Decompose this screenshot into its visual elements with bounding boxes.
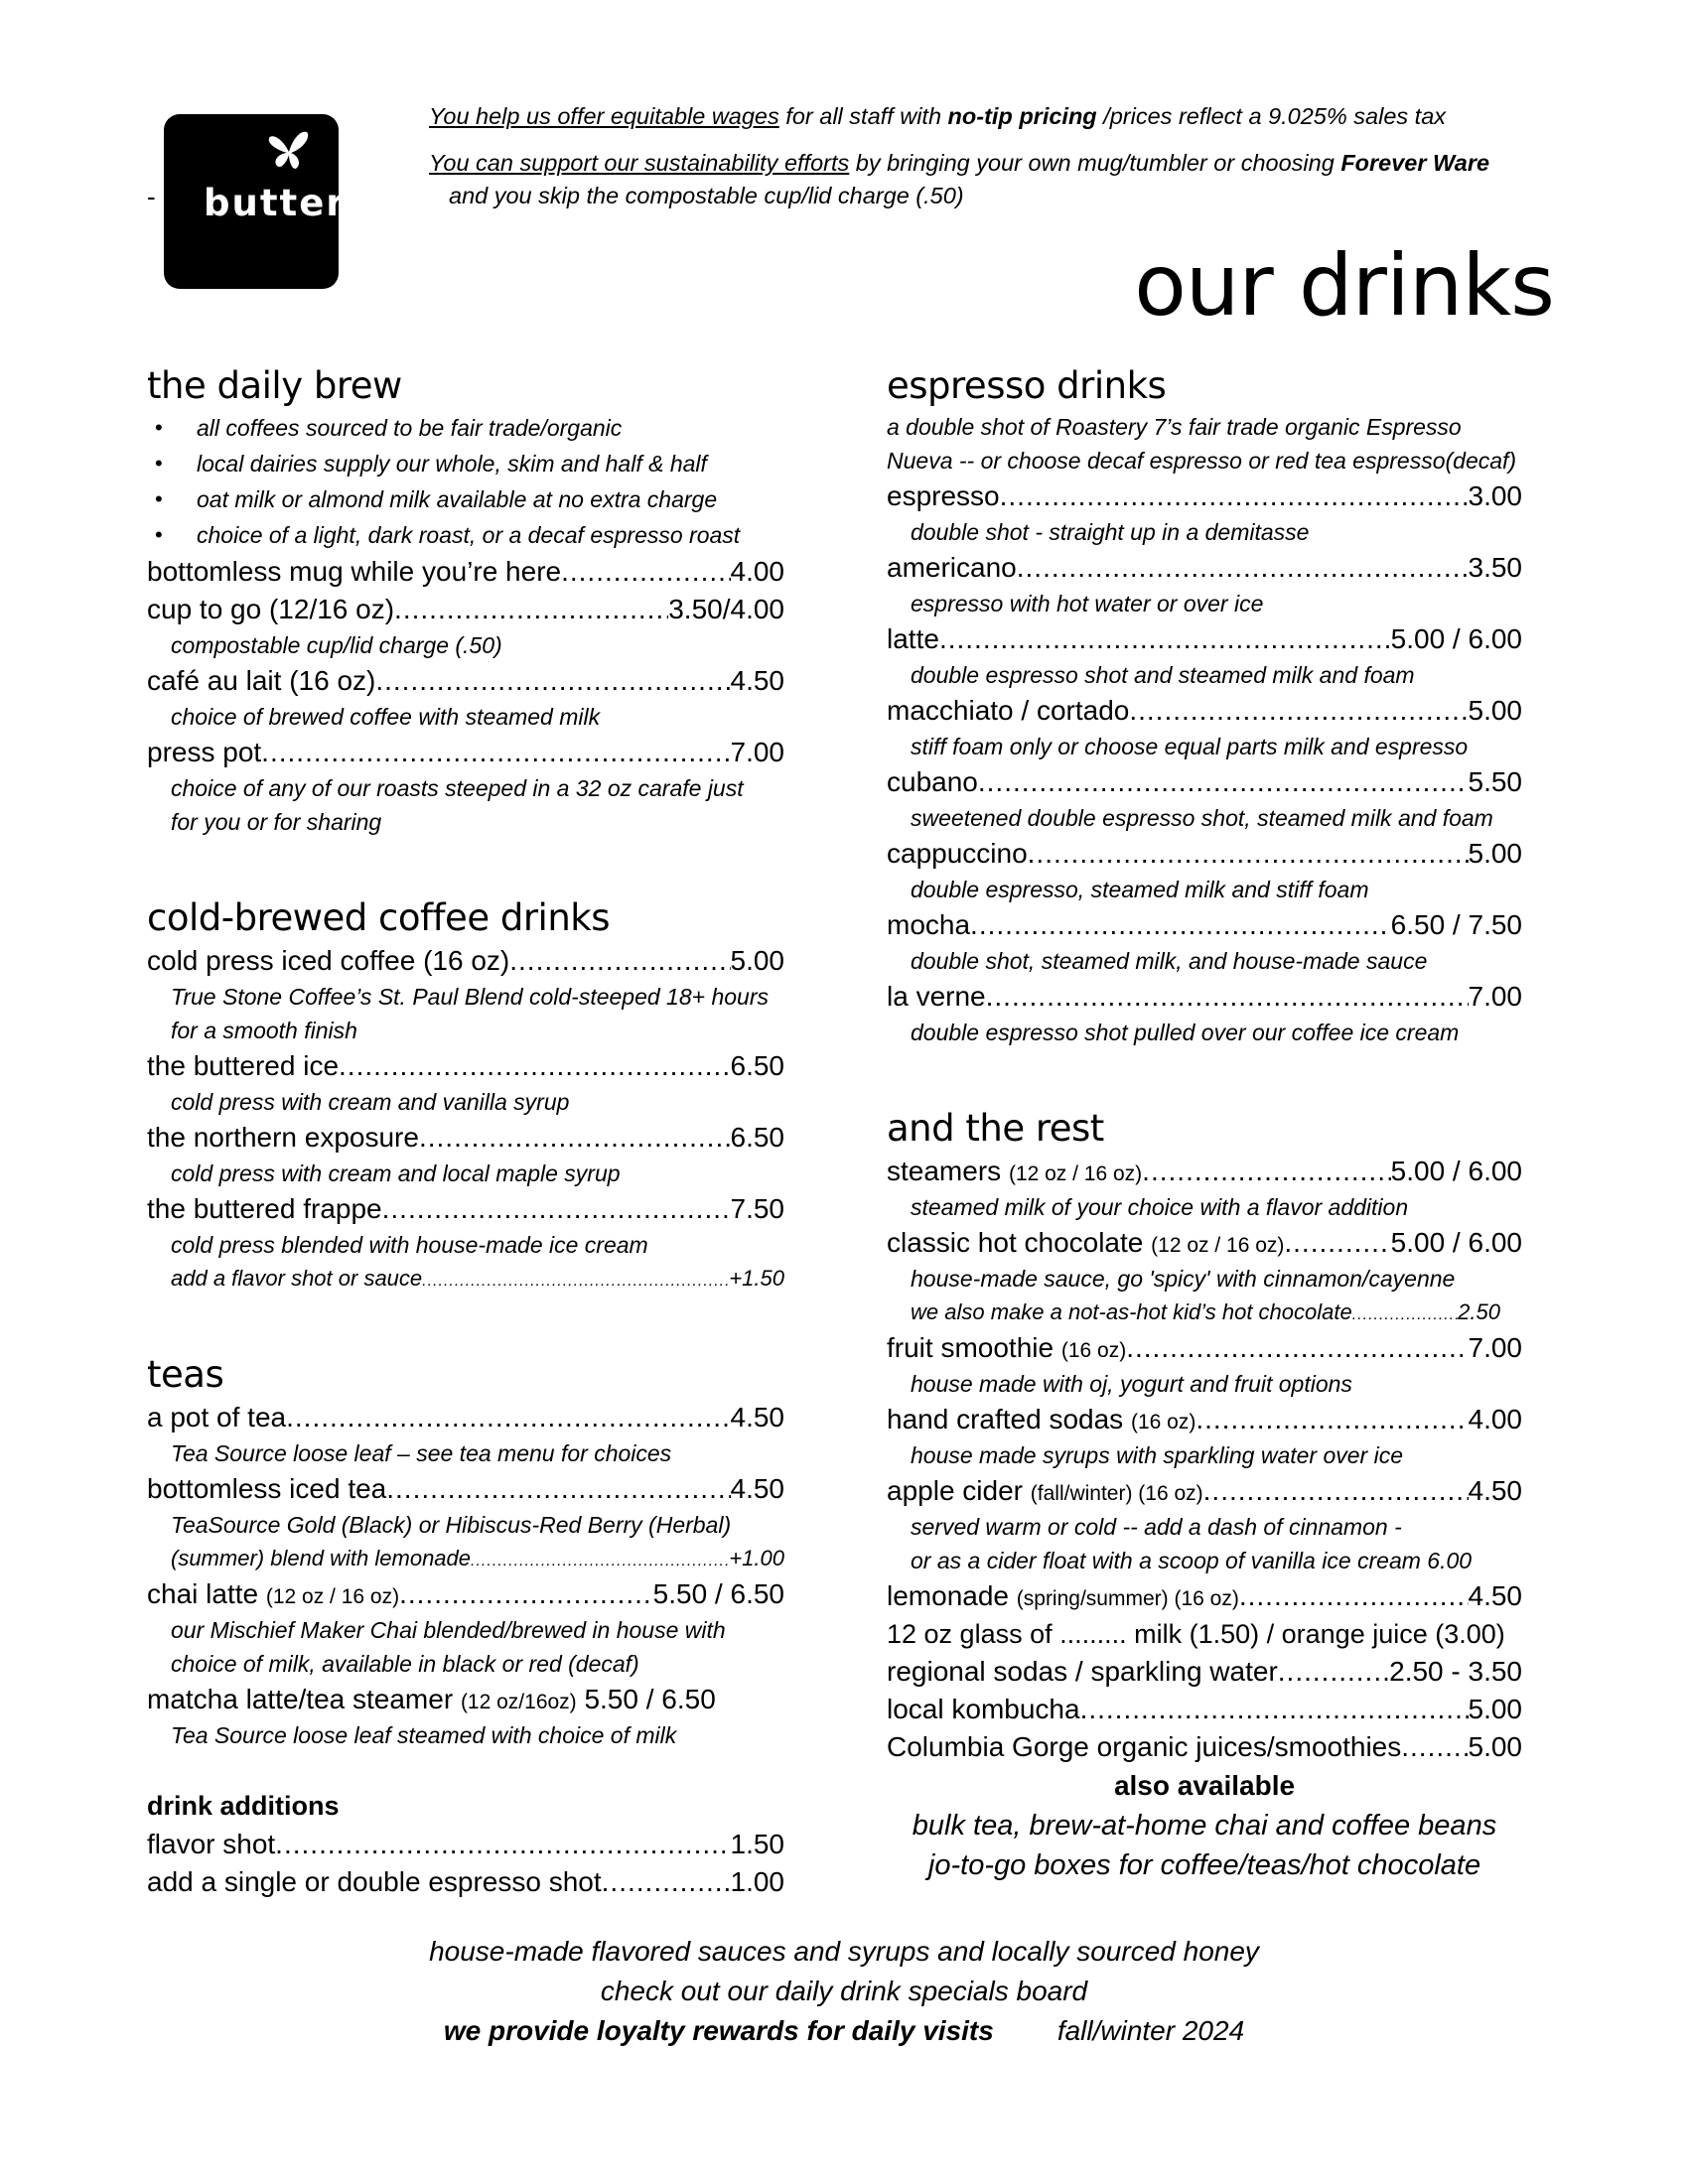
menu-item-kombucha bbox=[887, 1691, 1522, 1728]
item-description: for you or for sharing bbox=[171, 809, 382, 835]
item-name: a pot of tea bbox=[147, 1402, 287, 1433]
item-name-text: apple cider bbox=[887, 1475, 1031, 1506]
item-name: café au lait (16 oz) bbox=[147, 665, 376, 696]
item-name: the northern exposure bbox=[147, 1122, 419, 1153]
espresso-title: espresso drinks bbox=[887, 364, 1167, 407]
logo-dash: - bbox=[147, 182, 156, 211]
item-description: house-made sauce, go 'spicy' with cinnamon/cayenne bbox=[911, 1266, 1456, 1292]
menu-item-press-pot bbox=[147, 734, 784, 771]
item-size: (16 oz) bbox=[1130, 1411, 1196, 1433]
flavor-addon bbox=[147, 1262, 784, 1296]
leader-dots bbox=[422, 1265, 729, 1298]
menu-item-mocha bbox=[887, 906, 1522, 944]
also-available-line: bulk tea, brew-at-home chai and coffee beans bbox=[912, 1810, 1497, 1842]
menu-item-americano bbox=[887, 549, 1522, 587]
no-tip-pricing: no-tip pricing bbox=[947, 103, 1097, 129]
item-name: cappuccino bbox=[887, 838, 1028, 869]
footer-loyalty bbox=[0, 2015, 1688, 2047]
item-price: 4.00 bbox=[1468, 1404, 1522, 1434]
item-price: 3.50/4.00 bbox=[668, 594, 784, 624]
daily-brew-bullet: • local dairies supply our whole, skim and half & half bbox=[147, 446, 784, 481]
item-name bbox=[887, 1401, 1196, 1441]
item-name-text: hand crafted sodas bbox=[887, 1404, 1131, 1434]
leader-dots bbox=[471, 1545, 729, 1578]
addon-price: +1.50 bbox=[729, 1266, 784, 1291]
item-price: 4.50 bbox=[730, 665, 784, 696]
leader-dots bbox=[986, 978, 1469, 1016]
sales-tax-note: /prices reflect a 9.025% sales tax bbox=[1096, 103, 1447, 129]
addon-price: 2.50 bbox=[1458, 1299, 1500, 1324]
menu-item-bottomless-mug bbox=[147, 553, 784, 591]
item-price: 4.00 bbox=[730, 556, 784, 587]
leader-dots bbox=[509, 942, 730, 980]
leader-dots bbox=[394, 591, 668, 628]
item-size: (12 oz / 16 oz) bbox=[1151, 1234, 1285, 1257]
right-column bbox=[887, 362, 1522, 1885]
leader-dots bbox=[1239, 1577, 1469, 1615]
item-description: TeaSource Gold (Black) or Hibiscus-Red Berry (Herbal) bbox=[171, 1512, 732, 1538]
addon-text: (summer) blend with lemonade bbox=[171, 1546, 472, 1570]
wages-note-underlined: You help us offer equitable wages bbox=[429, 103, 779, 129]
item-name: press pot bbox=[147, 737, 262, 767]
item-name: regional sodas / sparkling water bbox=[887, 1656, 1278, 1687]
daily-brew-bullet: • choice of a light, dark roast, or a decaf espresso roast bbox=[147, 517, 784, 553]
menu-item-buttered-ice bbox=[147, 1047, 784, 1085]
wages-note-text: for all staff with bbox=[778, 103, 948, 129]
leader-dots bbox=[275, 1826, 730, 1863]
menu-item-apple-cider bbox=[887, 1472, 1522, 1510]
item-price: 5.00 bbox=[1468, 1731, 1522, 1762]
item-size: (12 oz / 16 oz) bbox=[265, 1585, 400, 1608]
leader-dots bbox=[1196, 1401, 1468, 1438]
spacer bbox=[147, 839, 784, 894]
menu-item-la-verne bbox=[887, 978, 1522, 1016]
leader-dots bbox=[1278, 1653, 1389, 1691]
item-description: our Mischief Maker Chai blended/brewed in house with bbox=[171, 1617, 726, 1643]
item-price: 5.50 bbox=[1468, 766, 1522, 797]
leader-dots bbox=[382, 1190, 731, 1228]
menu-item-matcha bbox=[147, 1681, 784, 1718]
item-name bbox=[147, 1575, 399, 1616]
item-size: (12 oz/16oz) bbox=[460, 1691, 577, 1713]
leader-dots bbox=[1129, 692, 1468, 730]
item-description: cold press blended with house-made ice cream bbox=[171, 1232, 648, 1258]
item-price: 4.50 bbox=[1468, 1475, 1522, 1506]
menu-item-latte bbox=[887, 620, 1522, 658]
item-price: 5.00 bbox=[730, 945, 784, 976]
item-name bbox=[887, 1224, 1284, 1265]
leader-dots bbox=[1352, 1298, 1458, 1332]
loyalty-rewards: we provide loyalty rewards for daily visits bbox=[443, 2015, 994, 2046]
leader-dots bbox=[1080, 1691, 1469, 1728]
item-name: bottomless mug while you’re here bbox=[147, 556, 562, 587]
item-description: cold press with cream and vanilla syrup bbox=[171, 1089, 570, 1115]
the-rest-title: and the rest bbox=[887, 1107, 1104, 1150]
item-price: 7.00 bbox=[730, 737, 784, 767]
item-description: double espresso shot pulled over our coffee ice cream bbox=[911, 1020, 1460, 1045]
daily-brew-bullet: • all coffees sourced to be fair trade/organic bbox=[147, 410, 784, 446]
item-name: americano bbox=[887, 552, 1017, 583]
leader-dots bbox=[1401, 1728, 1468, 1766]
item-price: 5.00 bbox=[1468, 695, 1522, 726]
butterfly-icon bbox=[267, 128, 311, 174]
item-description: choice of brewed coffee with steamed milk bbox=[171, 704, 601, 730]
item-name: the buttered frappe bbox=[147, 1193, 382, 1224]
item-price: 3.50 bbox=[1468, 552, 1522, 583]
menu-item-fruit-smoothie bbox=[887, 1329, 1522, 1367]
menu-item-espresso-shot bbox=[147, 1863, 784, 1901]
addon-text: we also make a not-as-hot kid’s hot chocolate bbox=[911, 1299, 1352, 1324]
teas-title: teas bbox=[147, 1353, 224, 1396]
item-description: stiff foam only or choose equal parts milk and espresso bbox=[911, 734, 1469, 759]
leader-dots bbox=[1142, 1153, 1390, 1190]
item-name: add a single or double espresso shot bbox=[147, 1866, 602, 1897]
kids-hot-chocolate bbox=[887, 1296, 1500, 1329]
menu-item-steamers bbox=[887, 1153, 1522, 1190]
item-description: True Stone Coffee’s St. Paul Blend cold-steeped 18+ hours bbox=[171, 984, 769, 1010]
item-name: cold press iced coffee (16 oz) bbox=[147, 945, 510, 976]
leader-dots bbox=[399, 1575, 653, 1613]
page-title: our drinks bbox=[1134, 236, 1554, 336]
item-description: choice of milk, available in black or red (decaf) bbox=[171, 1651, 639, 1677]
leader-dots bbox=[1284, 1224, 1390, 1262]
item-description: or as a cider float with a scoop of vanilla ice cream 6.00 bbox=[911, 1548, 1473, 1573]
item-price: 7.00 bbox=[1468, 1332, 1522, 1363]
menu-item-chai-latte bbox=[147, 1575, 784, 1613]
sustainability-note bbox=[429, 150, 1489, 177]
item-description: double espresso shot and steamed milk and foam bbox=[911, 662, 1415, 688]
spacer bbox=[147, 1296, 784, 1351]
menu-item-espresso bbox=[887, 478, 1522, 515]
item-price: 6.50 bbox=[730, 1122, 784, 1153]
item-size: (16 oz) bbox=[1060, 1339, 1127, 1362]
addon-price: +1.00 bbox=[729, 1546, 784, 1570]
leader-dots bbox=[978, 763, 1469, 801]
drink-additions-title: drink additions bbox=[147, 1791, 340, 1821]
footer-sauces: house-made flavored sauces and syrups and locally sourced honey bbox=[429, 1936, 1259, 1967]
espresso-intro: Nueva -- or choose decaf espresso or red tea espresso(decaf) bbox=[887, 448, 1517, 474]
item-price: 5.50 / 6.50 bbox=[576, 1684, 716, 1714]
lemonade-addon bbox=[147, 1542, 784, 1575]
cup-charge-note: and you skip the compostable cup/lid charge (.50) bbox=[449, 183, 964, 208]
wages-note bbox=[429, 103, 1446, 130]
item-price: 5.00 / 6.00 bbox=[1390, 1156, 1522, 1186]
also-available-title: also available bbox=[1113, 1770, 1296, 1801]
menu-item-regional-sodas bbox=[887, 1653, 1522, 1691]
leader-dots bbox=[602, 1863, 731, 1901]
item-price: 4.50 bbox=[1468, 1580, 1522, 1611]
item-description: choice of any of our roasts steeped in a 32 oz carafe just bbox=[171, 775, 744, 801]
menu-item-cold-press bbox=[147, 942, 784, 980]
leader-dots bbox=[1028, 835, 1469, 873]
menu-item-macchiato bbox=[887, 692, 1522, 730]
item-name: cubano bbox=[887, 766, 978, 797]
item-name bbox=[887, 1577, 1239, 1618]
menu-item-hot-chocolate bbox=[887, 1224, 1522, 1262]
butter-logo bbox=[164, 114, 347, 289]
addon-text: add a flavor shot or sauce bbox=[171, 1266, 423, 1291]
item-name: bottomless iced tea bbox=[147, 1473, 387, 1504]
menu-item-northern-exposure bbox=[147, 1119, 784, 1157]
also-available-line: jo-to-go boxes for coffee/teas/hot chocolate bbox=[927, 1849, 1481, 1881]
item-price: 6.50 / 7.50 bbox=[1390, 909, 1522, 940]
menu-item-hand-crafted-sodas bbox=[887, 1401, 1522, 1438]
item-name: latte bbox=[887, 623, 939, 654]
season-label: fall/winter 2024 bbox=[1056, 2015, 1245, 2046]
menu-item-buttered-frappe bbox=[147, 1190, 784, 1228]
item-size: (fall/winter) (16 oz) bbox=[1030, 1482, 1203, 1505]
leader-dots bbox=[1017, 549, 1469, 587]
item-name-text: lemonade bbox=[887, 1580, 1017, 1611]
spacer bbox=[887, 1049, 1522, 1105]
item-size: (spring/summer) (16 oz) bbox=[1016, 1587, 1239, 1610]
daily-brew-title: the daily brew bbox=[147, 364, 402, 407]
item-name bbox=[887, 1472, 1203, 1513]
forever-ware: Forever Ware bbox=[1340, 150, 1490, 176]
item-description: house made with oj, yogurt and fruit options bbox=[911, 1371, 1352, 1397]
item-description: Tea Source loose leaf steamed with choice of milk bbox=[171, 1722, 677, 1748]
item-description: steamed milk of your choice with a flavor addition bbox=[911, 1194, 1409, 1220]
item-name: espresso bbox=[887, 480, 1000, 511]
leader-dots bbox=[1126, 1329, 1468, 1367]
item-price: 7.00 bbox=[1468, 981, 1522, 1012]
item-price: 4.50 bbox=[730, 1402, 784, 1433]
menu-item-iced-tea bbox=[147, 1470, 784, 1508]
espresso-intro: a double shot of Roastery 7’s fair trade organic Espresso bbox=[887, 414, 1462, 440]
leader-dots bbox=[375, 662, 730, 700]
leader-dots bbox=[939, 620, 1391, 658]
leader-dots bbox=[286, 1399, 730, 1436]
item-description: sweetened double espresso shot, steamed milk and foam bbox=[911, 805, 1493, 831]
menu-item-lemonade bbox=[887, 1577, 1522, 1615]
item-name: flavor shot bbox=[147, 1829, 276, 1859]
menu-item-flavor-shot bbox=[147, 1826, 784, 1863]
menu-item-pot-of-tea bbox=[147, 1399, 784, 1436]
item-name-text: fruit smoothie bbox=[887, 1332, 1061, 1363]
leader-dots bbox=[386, 1470, 730, 1508]
menu-item-cubano bbox=[887, 763, 1522, 801]
leader-dots bbox=[561, 553, 730, 591]
menu-item-glass-of: 12 oz glass of ......... milk (1.50) / orange juice (3.00) bbox=[887, 1619, 1505, 1649]
sustainability-underlined: You can support our sustainability efforts bbox=[429, 150, 850, 176]
item-price: 6.50 bbox=[730, 1050, 784, 1081]
item-price: 5.50 / 6.50 bbox=[652, 1578, 784, 1609]
item-description: for a smooth finish bbox=[171, 1018, 357, 1043]
item-price: 5.00 / 6.00 bbox=[1390, 623, 1522, 654]
item-price: 5.00 bbox=[1468, 1694, 1522, 1724]
sustainability-text: by bringing your own mug/tumbler or choosing bbox=[849, 150, 1341, 176]
item-name: macchiato / cortado bbox=[887, 695, 1130, 726]
item-name-text: classic hot chocolate bbox=[887, 1227, 1152, 1258]
item-price: 5.00 / 6.00 bbox=[1390, 1227, 1522, 1258]
footer-specials: check out our daily drink specials board bbox=[600, 1976, 1088, 2006]
item-description: cold press with cream and local maple syrup bbox=[171, 1160, 621, 1186]
item-price: 4.50 bbox=[730, 1473, 784, 1504]
daily-brew-bullet: • oat milk or almond milk available at no extra charge bbox=[147, 481, 784, 517]
left-column bbox=[147, 362, 784, 1901]
item-name: local kombucha bbox=[887, 1694, 1080, 1724]
spacer bbox=[147, 1752, 784, 1786]
item-size: (12 oz / 16 oz) bbox=[1008, 1162, 1143, 1185]
item-description: compostable cup/lid charge (.50) bbox=[171, 632, 502, 658]
item-name bbox=[887, 1153, 1142, 1193]
item-name: the buttered ice bbox=[147, 1050, 340, 1081]
menu-item-cup-to-go bbox=[147, 591, 784, 628]
leader-dots bbox=[419, 1119, 731, 1157]
item-name: la verne bbox=[887, 981, 986, 1012]
item-name bbox=[887, 1329, 1126, 1370]
item-price: 1.50 bbox=[730, 1829, 784, 1859]
item-price: 5.00 bbox=[1468, 838, 1522, 869]
item-description: espresso with hot water or over ice bbox=[911, 591, 1264, 616]
item-description: double shot, steamed milk, and house-made sauce bbox=[911, 948, 1428, 974]
item-description: house made syrups with sparkling water over ice bbox=[911, 1442, 1404, 1468]
menu-item-cappuccino bbox=[887, 835, 1522, 873]
item-price: 1.00 bbox=[730, 1866, 784, 1897]
leader-dots bbox=[970, 906, 1391, 944]
logo-text: butter bbox=[204, 182, 347, 224]
item-description: Tea Source loose leaf – see tea menu for choices bbox=[171, 1440, 672, 1466]
item-description: double espresso, steamed milk and stiff foam bbox=[911, 877, 1369, 902]
menu-item-cafe-au-lait bbox=[147, 662, 784, 700]
leader-dots bbox=[1203, 1472, 1469, 1510]
item-price: 2.50 - 3.50 bbox=[1389, 1656, 1522, 1687]
item-price: 7.50 bbox=[730, 1193, 784, 1224]
item-name: mocha bbox=[887, 909, 971, 940]
item-name-text: chai latte bbox=[147, 1578, 266, 1609]
item-description: double shot - straight up in a demitasse bbox=[911, 519, 1310, 545]
item-name-text: steamers bbox=[887, 1156, 1009, 1186]
leader-dots bbox=[261, 734, 730, 771]
item-description: served warm or cold -- add a dash of cinnamon - bbox=[911, 1514, 1402, 1540]
menu-item-columbia-gorge bbox=[887, 1728, 1522, 1766]
leader-dots bbox=[1000, 478, 1469, 515]
item-name-text: matcha latte/tea steamer bbox=[147, 1684, 461, 1714]
cold-brew-title: cold-brewed coffee drinks bbox=[147, 896, 610, 939]
item-name: cup to go (12/16 oz) bbox=[147, 594, 395, 624]
leader-dots bbox=[339, 1047, 730, 1085]
item-name: Columbia Gorge organic juices/smoothies bbox=[887, 1731, 1402, 1762]
item-price: 3.00 bbox=[1468, 480, 1522, 511]
